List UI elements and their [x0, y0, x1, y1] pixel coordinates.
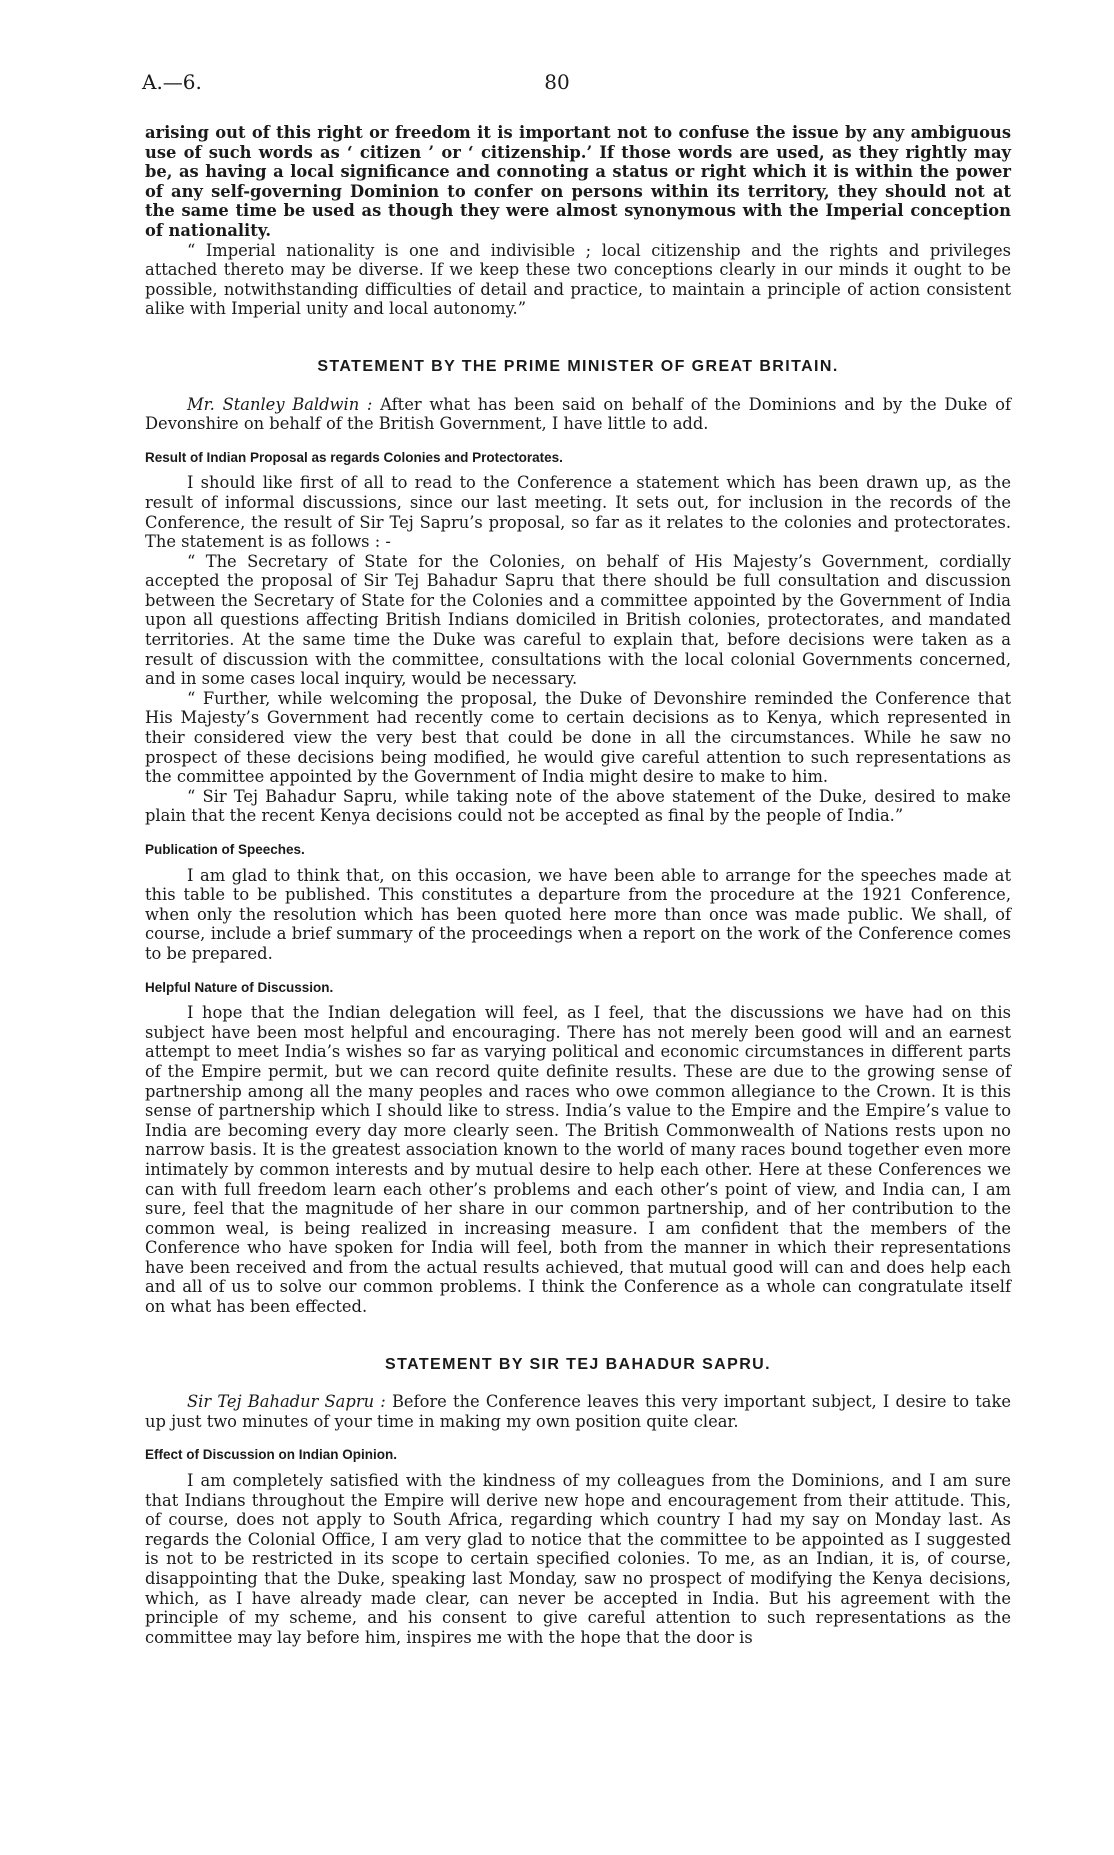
document-reference: A.—6.	[142, 70, 202, 94]
baldwin-opening-text: After what has been said on behalf of the Dominions and by the Duke of Devonshire on behalf of the British Government, I have little to add.	[145, 394, 1011, 434]
intro-quote-paragraph: “ Imperial nationality is one and indivisible ; local citizenship and the rights and privileges attached thereto may be diverse. If we keep these two conceptions clearly in our minds it ought to be possible, notwithstanding difficulties of detail and practice, to maintain a principle of action consistent alike with Imperial unity and local autonomy.”	[145, 240, 1011, 319]
subheading-indian-opinion: Effect of Discussion on Indian Opinion.	[145, 1447, 398, 1463]
paragraph: I am completely satisfied with the kindness of my colleagues from the Dominions, and I am sure that Indians throughout the Empire will derive new hope and encouragement from their attitude. This, of course, does not apply to South Africa, regarding which country I had my say on Monday last. As regards the Colonial Office, I am very glad to notice that the committee to be appointed as I suggested is not to be restricted in its scope to certain specified colonies. To me, as an Indian, it is, of course, disappointing that the Duke, speaking last Monday, saw no prospect of modifying the Kenya decisions, which, as I have already made clear, can never be accepted in India. But his agreement with the principle of my scheme, and his consent to give careful attention to such representations as the committee may lay before him, inspires me with the hope that the door is	[145, 1471, 1011, 1647]
intro-paragraph	[145, 123, 1011, 241]
baldwin-opening-paragraph	[145, 395, 1011, 434]
intro-paragraph-text: arising out of this right or freedom it is important not to confuse the issue by any ambiguous use of such words as ‘ citizen ’ or ‘ citizenship.’ If those words are used, as they rightly may be, as having a local significance and connoting a status or right which it is within the power of any self-governing Dominion to confer on persons within its territory, they should not at the same time be used as though they were almost synonymous with the Imperial conception of nationality.	[145, 123, 1011, 240]
section-title-prime-minister: STATEMENT BY THE PRIME MINISTER OF GREAT BRITAIN.	[317, 357, 839, 375]
sapru-opening-text: Before the Conference leaves this very important subject, I desire to take up just two minutes of your time in making my own position quite clear.	[145, 1392, 1011, 1431]
paragraph: I should like first of all to read to the Conference a statement which has been drawn up, as the result of informal discussions, since our last meeting. It sets out, for inclusion in the records of the Conference, the result of Sir Tej Sapru’s proposal, so far as it relates to the colonies and protectorates. The statement is as follows : -	[145, 473, 1011, 552]
page-number: 80	[544, 70, 570, 94]
subheading-indian-proposal: Result of Indian Proposal as regards Colonies and Protectorates.	[145, 449, 563, 465]
quoted-paragraph: “ Further, while welcoming the proposal, the Duke of Devonshire reminded the Conference that His Majesty’s Government had recently come to certain decisions as to Kenya, which represented in their considered view the very best that could be done in all the circumstances. While he saw no prospect of these decisions being modified, he would give careful attention to such representations as the committee appointed by the Government of India might desire to make to him.	[145, 688, 1011, 787]
paragraph: I am glad to think that, on this occasion, we have been able to arrange for the speeches made at this table to be published. This constitutes a departure from the procedure at the 1921 Conference, when only the resolution which has been quoted here more than once was made public. We shall, of course, include a brief summary of the proceedings when a report on the work of the Conference comes to be prepared.	[145, 865, 1011, 963]
speaker-name: Mr. Stanley Baldwin :	[187, 394, 373, 414]
paragraph: I hope that the Indian delegation will feel, as I feel, that the discussions we have had on this subject have been most helpful and encouraging. There has not merely been good will and an earnest attempt to meet India’s wishes so far as varying political and economic circumstances in different parts of the Empire permit, but we can record quite definite results. These are due to the growing sense of partnership among all the many peoples and races who owe common allegiance to the Crown. It is this sense of partnership which I should like to stress. India’s value to the Empire and the Empire’s value to India are becoming every day more clearly seen. The British Commonwealth of Nations rests upon no narrow basis. It is the greatest association known to the world of many races bound together even more intimately by common interests and by mutual desire to help each other. Here at these Conferences we can with full freedom learn each other’s problems and each other’s point of view, and India can, I am sure, feel that the magnitude of her share in our common partnership, and of her contribution to the common weal, is being realized in increasing measure. I am confident that the members of the Conference who have spoken for India will feel, both from the manner in which their representations have been received and from the actual results achieved, that mutual good will can and does help each and all of us to solve our common problems. I think the Conference as a whole can congratulate itself on what has been effected.	[145, 1003, 1011, 1317]
section-title-sapru: STATEMENT BY SIR TEJ BAHADUR SAPRU.	[385, 1355, 771, 1373]
quoted-paragraph: “ Sir Tej Bahadur Sapru, while taking note of the above statement of the Duke, desired to make plain that the recent Kenya decisions could not be accepted as final by the people of India.”	[145, 786, 1011, 826]
subheading-publication-of-speeches: Publication of Speeches.	[145, 842, 305, 857]
quoted-paragraph: “ The Secretary of State for the Colonies, on behalf of His Majesty’s Government, cordially accepted the proposal of Sir Tej Bahadur Sapru that there should be full consultation and discussion between the Secretary of State for the Colonies and a committee appointed by the Government of India upon all questions affecting British Indians domiciled in British colonies, protectorates, and mandated territories. At the same time the Duke was careful to explain that, before decisions were taken as a result of discussion with the committee, consultations with the local colonial Governments concerned, and in some cases local inquiry, would be necessary.	[145, 551, 1011, 689]
sapru-opening-paragraph	[145, 1392, 1011, 1431]
subheading-helpful-nature: Helpful Nature of Discussion.	[145, 979, 334, 995]
page-body	[145, 123, 1011, 1647]
speaker-name: Sir Tej Bahadur Sapru :	[187, 1392, 386, 1412]
